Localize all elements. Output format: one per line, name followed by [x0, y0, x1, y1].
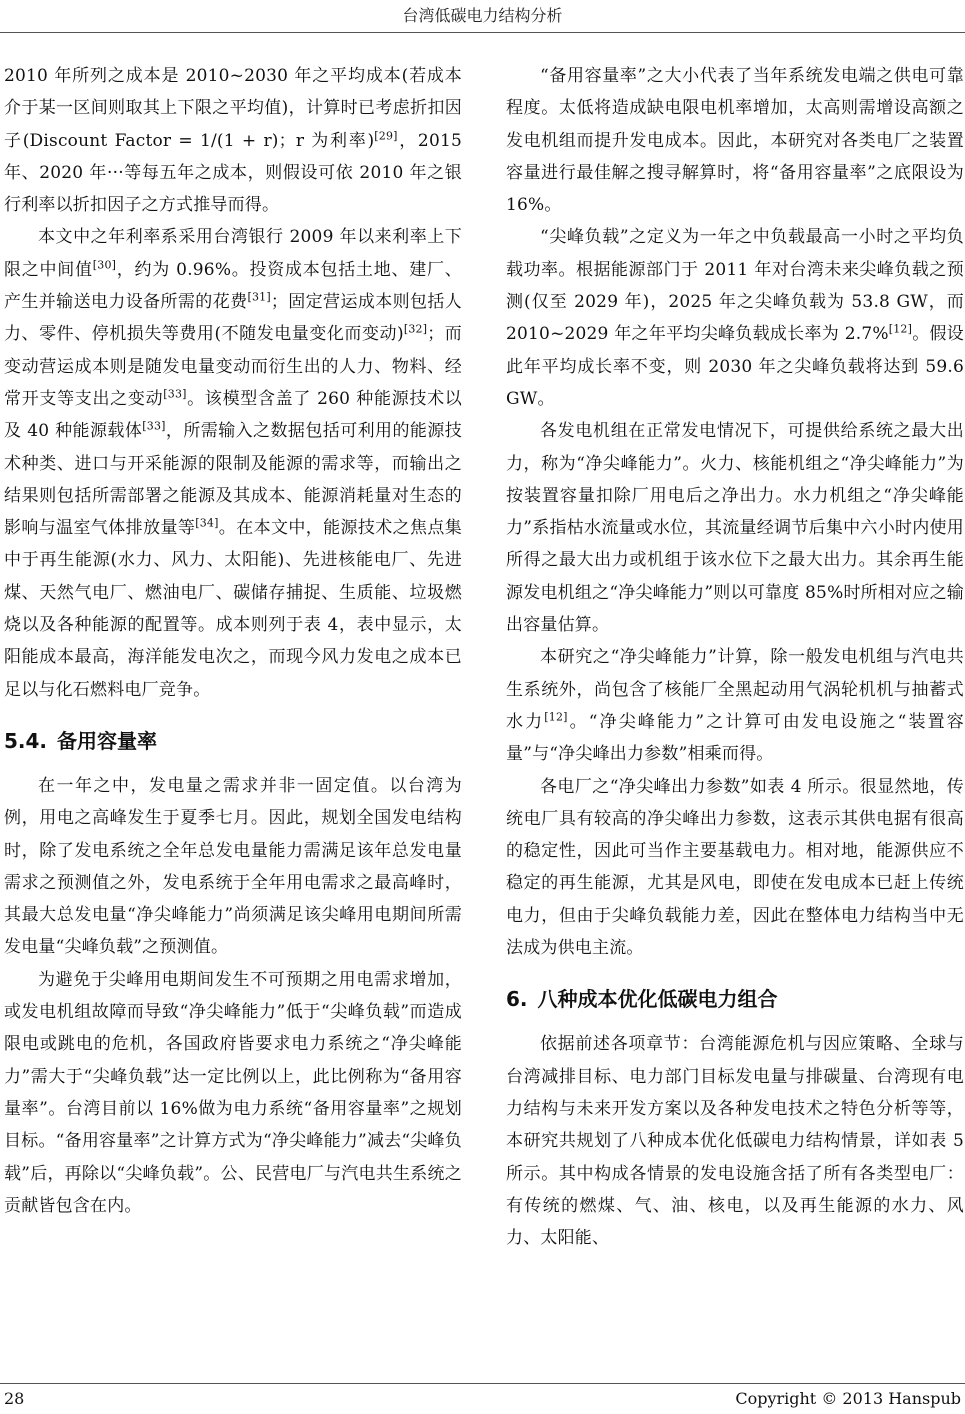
- paragraph-text: “备用容量率”之大小代表了当年系统发电端之供电可靠程度。太低将造成缺电限电机率增加，太高则需增设高额之发电机组而提升发电成本。因此，本研究对各类电厂之装置容量进行最佳解之搜寻解算时，将“备用容量率”之底限设为 16%。: [506, 66, 964, 216]
- paragraph-text: 。“净尖峰能力”之计算可由发电设施之“装置容量”与“净尖峰出力参数”相乘而得。: [506, 711, 964, 765]
- citation-ref: [12]: [544, 710, 568, 724]
- paragraph: [4, 964, 462, 1222]
- paragraph-text: 。在本文中，能源技术之焦点集中于再生能源(水力、风力、太阳能)、先进核能电厂、先进煤、天然气电厂、燃油电厂、碳储存捕捉、生质能、垃圾燃烧以及各种能源的配置等。成本则列于表 4，表中显示，太阳能成本最高，海洋能发电次之，而现今风力发电之成本已足以与化石燃料电厂竞争。: [4, 518, 462, 700]
- paragraph: [4, 221, 462, 705]
- page-number: 28: [4, 1389, 25, 1408]
- paragraph: [506, 771, 964, 965]
- paragraph-text: ，所需输入之数据包括可利用的能源技术种类、进口与开采能源的限制及能源的需求等，而输出之结果则包括所需部署之能源及其成本、能源消耗量对生态的影响与温室气体排放量等: [4, 421, 462, 539]
- running-header: 台湾低碳电力结构分析: [402, 6, 563, 25]
- paragraph-text: ；固定营运成本则包括人力、零件、停机损失等费用(不随发电量变化而变动): [4, 292, 462, 345]
- header-divider: [0, 32, 965, 33]
- section-heading: [506, 984, 964, 1014]
- paragraph-text: 。该模型含盖了 260 种能源技术以及 40 种能源载体: [4, 388, 462, 442]
- paragraph-text: 本研究之“净尖峰能力”计算，除一般发电机组与汽电共生系统外，尚包含了核能厂全黑起动用气涡轮机机与抽蓄式水力: [506, 647, 964, 732]
- paragraph-text: 各发电机组在正常发电情况下，可提供给系统之最大出力，称为“净尖峰能力”。火力、核能机组之“净尖峰能力”为按装置容量扣除厂用电后之净出力。水力机组之“净尖峰能力”系指枯水流量或水位，其流量经调节后集中六小时内使用所得之最大出力或机组于该水位下之最大出力。其余再生能源发电机组之“净尖峰能力”则以可靠度 85%时所相对应之输出容量估算。: [506, 421, 964, 636]
- citation-ref: [34]: [195, 516, 219, 530]
- right-column: [506, 60, 964, 1254]
- paragraph: [506, 415, 964, 641]
- citation-ref: [12]: [888, 322, 913, 336]
- paragraph-text: ，2015 年、2020 年···等每五年之成本，则假设可依 2010 年之银行利率以折扣因子之方式推导而得。: [4, 130, 462, 216]
- citation-ref: [32]: [403, 322, 428, 336]
- paragraph-text: 为避免于尖峰用电期间发生不可预期之用电需求增加，或发电机组故障而导致“净尖峰能力”低于“尖峰负载”而造成限电或跳电的危机，各国政府皆要求电力系统之“净尖峰能力”需大于“尖峰负载”达一定比例以上，此比例称为“备用容量率”。台湾目前以 16%做为电力系统“备用容量率”之规划目标。“备用容量率”之计算方式为“净尖峰能力”减去“尖峰负载”后，再除以“尖峰负载”。公、民营电厂与汽电共生系统之贡献皆包含在内。: [4, 969, 462, 1216]
- paragraph-text: “尖峰负载”之定义为一年之中负载最高一小时之平均负载功率。根据能源部门于 2011 年对台湾未来尖峰负载之预测(仅至 2029 年)，2025 年之尖峰负载为 53.8 GW，而 2010~2029 年之年平均尖峰负载成长率为 2.7%: [506, 227, 964, 345]
- citation-ref: [33]: [163, 387, 187, 401]
- citation-ref: [29]: [374, 128, 398, 142]
- left-column: [4, 60, 462, 1222]
- citation-ref: [30]: [92, 258, 117, 272]
- paragraph-text: 在一年之中，发电量之需求并非一固定值。以台湾为例，用电之高峰发生于夏季七月。因此，规划全国发电结构时，除了发电系统之全年总发电量能力需满足该年总发电量需求之预测值之外，发电系统于全年用电需求之最高峰时，其最大总发电量“净尖峰能力”尚须满足该尖峰用电期间所需发电量“尖峰负载”之预测值。: [4, 775, 462, 958]
- paragraph: [506, 1028, 964, 1254]
- section-number: 6.: [506, 987, 528, 1012]
- paragraph: [506, 641, 964, 770]
- paragraph-text: ；而变动营运成本则是随发电量变动而衍生出的人力、物料、经常开支等支出之变动: [4, 324, 462, 409]
- paragraph-text: 各电厂之“净尖峰出力参数”如表 4 所示。很显然地，传统电厂具有较高的净尖峰出力参数，这表示其供电据有很高的稳定性，因此可当作主要基载电力。相对地，能源供应不稳定的再生能源，尤其是风电，即使在发电成本已赶上传统电力，但由于尖峰负载能力差，因此在整体电力结构当中无法成为供电主流。: [506, 776, 964, 959]
- paragraph-text: 本文中之年利率系采用台湾银行 2009 年以来利率上下限之中间值: [4, 227, 462, 280]
- paragraph-text: ，约为 0.96%。投资成本包括土地、建厂、产生并输送电力设备所需的花费: [4, 259, 463, 313]
- section-number: 5.4.: [4, 728, 48, 753]
- paragraph: [506, 221, 964, 415]
- section-title: 八种成本优化低碳电力组合: [537, 987, 778, 1012]
- paragraph-text: 。假设此年平均成长率不变，则 2030 年之尖峰负载将达到 59.6 GW。: [506, 324, 964, 409]
- citation-ref: [33]: [142, 419, 166, 433]
- section-heading: [4, 726, 462, 756]
- paragraph-text: 2010 年所列之成本是 2010~2030 年之平均成本(若成本介于某一区间则取其上下限之平均值)，计算时已考虑折扣因子(Discount Factor = 1/(1 + r)；r 为利率): [4, 66, 462, 151]
- paragraph: [4, 60, 462, 221]
- citation-ref: [31]: [247, 290, 271, 304]
- paragraph: [4, 770, 462, 964]
- copyright-notice: Copyright © 2013 Hanspub: [735, 1389, 961, 1408]
- paragraph: [506, 60, 964, 221]
- footer-divider: [0, 1383, 965, 1384]
- paragraph-text: 依据前述各项章节：台湾能源危机与因应策略、全球与台湾减排目标、电力部门目标发电量与排碳量、台湾现有电力结构与未来开发方案以及各种发电技术之特色分析等等，本研究共规划了八种成本优化低碳电力结构情景，详如表 5 所示。其中构成各情景的发电设施含括了所有各类型电厂：有传统的燃煤、气、油、核电，以及再生能源的水力、风力、太阳能、: [506, 1034, 964, 1249]
- section-title: 备用容量率: [57, 728, 158, 753]
